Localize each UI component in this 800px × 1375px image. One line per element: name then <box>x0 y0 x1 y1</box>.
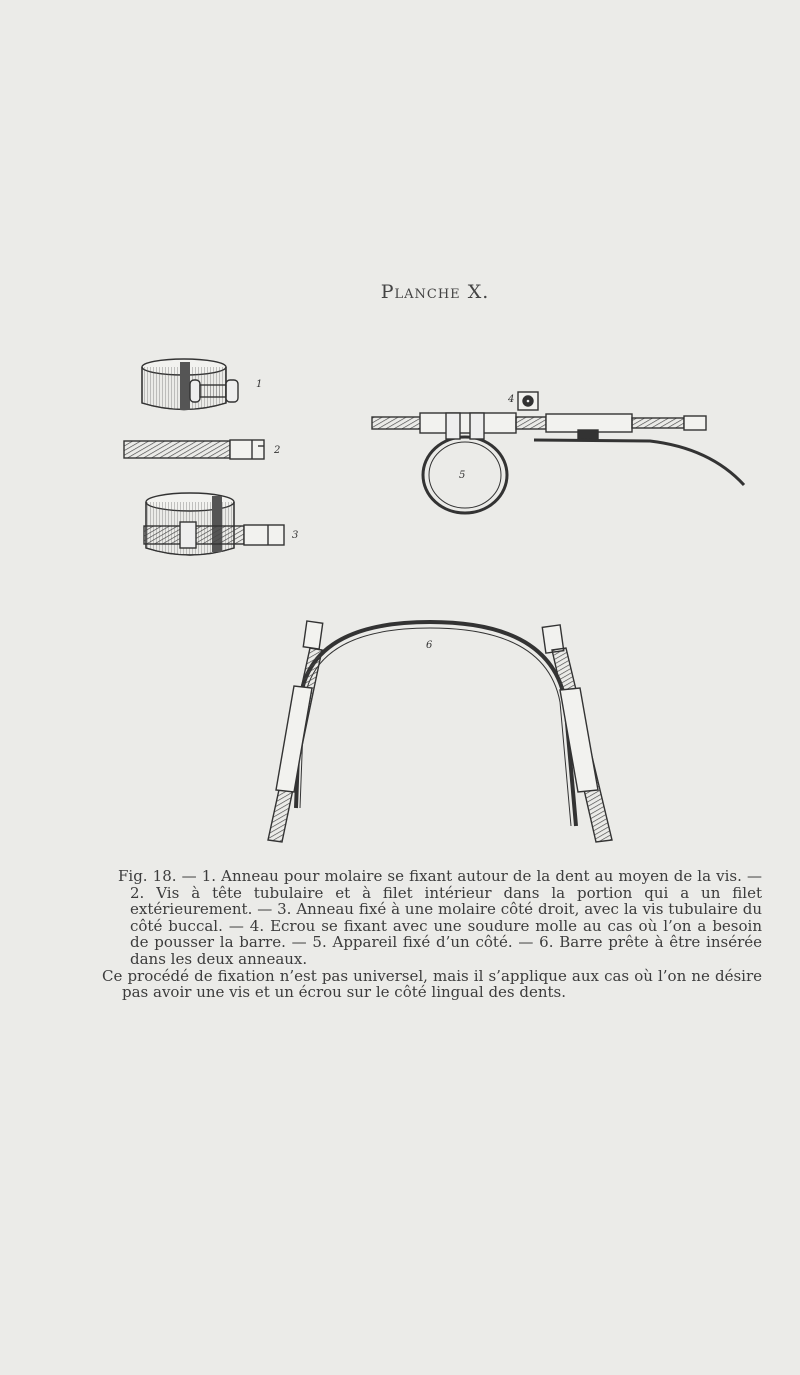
fig6-label: 6 <box>426 640 433 651</box>
fig2-tubular-screw <box>124 440 264 459</box>
fig4-label: 4 <box>508 394 515 405</box>
fig3-ring-with-screw <box>144 493 284 555</box>
fig5-label: 5 <box>459 470 466 481</box>
figure-caption <box>102 868 762 1001</box>
fig5-appliance <box>372 413 744 513</box>
plate-title: Planche X. <box>380 281 490 303</box>
fig4-nut <box>518 392 538 410</box>
fig1-molar-ring <box>142 359 238 410</box>
caption-note: Ce procédé de fixation n’est pas universel, mais il s’applique aux cas où l’on ne désire pas avoir une vis et un écrou sur le côté lingual des dents. <box>102 966 762 1002</box>
fig3-label: 3 <box>292 530 299 541</box>
fig6-bar <box>268 621 612 842</box>
fig2-label: 2 <box>274 445 281 456</box>
caption-legend: Fig. 18. — 1. Anneau pour molaire se fixant autour de la dent au moyen de la vis. — 2. Vis à tête tubulaire et à filet intérieur dans la portion qui a un filet extérieurement. — 3. Anneau fixé à une molaire côté droit, avec la vis tubulaire du côté buccal. — 4. Ecrou se fixant avec une soudure molle au cas où l’on a besoin de pousser la barre. — 5. Appareil fixé d’un côté. — 6. Barre prête à être insérée dans les deux anneaux. <box>118 867 762 968</box>
fig1-label: 1 <box>256 379 263 390</box>
